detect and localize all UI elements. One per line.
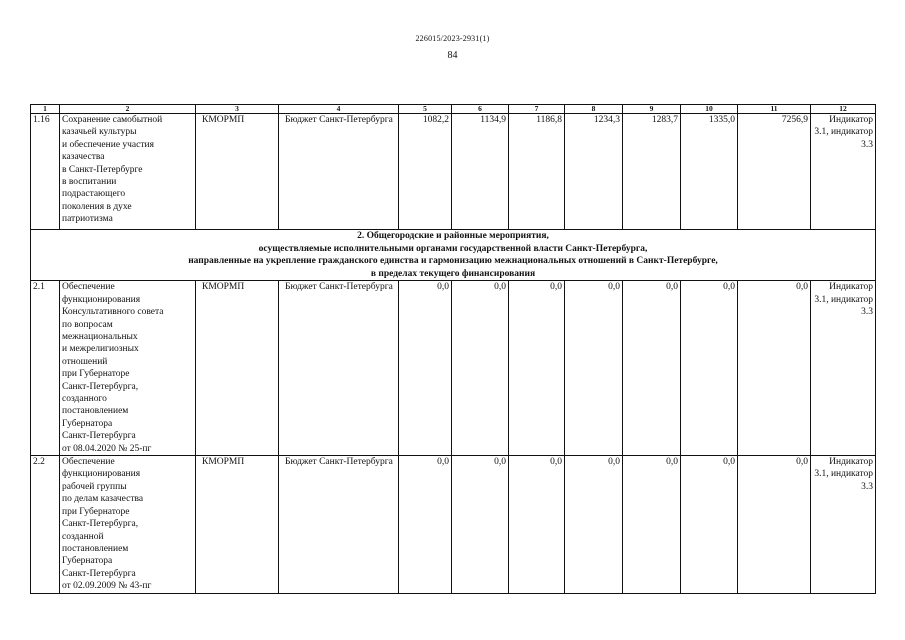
measure-name-line: Санкт-Петербурга, xyxy=(62,381,139,392)
measures-table xyxy=(30,104,876,594)
table-row xyxy=(31,114,876,230)
column-number: 12 xyxy=(811,105,876,114)
column-number: 9 xyxy=(623,105,681,114)
measure-name-line: и межрелигиозных xyxy=(62,344,139,355)
measure-name-line: отношений xyxy=(62,356,108,367)
value-cell: 1186,8 xyxy=(509,114,565,230)
measure-name-line: казачества xyxy=(62,152,105,163)
value-cell: 0,0 xyxy=(509,456,565,594)
value-cell: 0,0 xyxy=(509,281,565,456)
measure-name-line: от 02.09.2009 № 43-пг xyxy=(62,581,152,592)
column-number: 10 xyxy=(681,105,738,114)
section-heading xyxy=(31,230,876,281)
measure-name-line: Сохранение самобытной xyxy=(62,115,163,125)
section-heading-line: осуществляемые исполнительными органами государственной власти Санкт-Петербурга, xyxy=(258,243,648,254)
column-number: 11 xyxy=(738,105,811,114)
measure-name-line: в воспитании xyxy=(62,177,117,188)
indicator: Индикатор 3.1, индикатор 3.3 xyxy=(811,114,876,230)
row-number: 1.16 xyxy=(31,114,60,230)
measure-name-line: по вопросам xyxy=(62,319,113,330)
value-cell: 0,0 xyxy=(399,281,452,456)
section-heading-line: в пределах текущего финансирования xyxy=(370,268,536,279)
measure-name-line: функционирования xyxy=(62,294,141,305)
column-number: 4 xyxy=(279,105,399,114)
value-cell: 0,0 xyxy=(738,456,811,594)
measure-name-line: рабочей группы xyxy=(62,481,127,492)
measure-name-line: созданной xyxy=(62,531,104,542)
column-number-row xyxy=(31,105,876,114)
indicator: Индикатор 3.1, индикатор 3.3 xyxy=(811,456,876,594)
measure-name-line: при Губернаторе xyxy=(62,506,130,517)
executor: КМОРМП xyxy=(196,456,279,594)
measure-name-line: Санкт-Петербурга, xyxy=(62,519,139,530)
row-number: 2.2 xyxy=(31,456,60,594)
column-number: 3 xyxy=(196,105,279,114)
value-cell: 0,0 xyxy=(452,281,509,456)
measure-name-line: Обеспечение xyxy=(62,457,115,468)
column-number: 6 xyxy=(452,105,509,114)
section-heading-line: 2. Общегородские и районные мероприятия, xyxy=(357,231,549,241)
table-row xyxy=(31,456,876,594)
value-cell: 1082,2 xyxy=(399,114,452,230)
executor: КМОРМП xyxy=(196,281,279,456)
value-cell: 0,0 xyxy=(623,456,681,594)
column-number: 2 xyxy=(60,105,196,114)
measure-name-line: постановлением xyxy=(62,406,129,417)
measure-name-line: постановлением xyxy=(62,543,129,554)
measure-name-line: от 08.04.2020 № 25-пг xyxy=(62,443,152,454)
measure-name-line: функционирования xyxy=(62,469,141,480)
value-cell: 0,0 xyxy=(399,456,452,594)
indicator: Индикатор 3.1, индикатор 3.3 xyxy=(811,281,876,456)
measure-name-line: Губернатора xyxy=(62,556,113,567)
funding-source: Бюджет Санкт-Петербурга xyxy=(279,456,399,594)
section-row xyxy=(31,230,876,281)
table-row xyxy=(31,281,876,456)
value-cell: 0,0 xyxy=(623,281,681,456)
column-number: 1 xyxy=(31,105,60,114)
executor: КМОРМП xyxy=(196,114,279,230)
value-cell: 0,0 xyxy=(681,456,738,594)
measure-name-line: Санкт-Петербурга xyxy=(62,568,136,579)
funding-source: Бюджет Санкт-Петербурга xyxy=(279,114,399,230)
column-number: 7 xyxy=(509,105,565,114)
row-number: 2.1 xyxy=(31,281,60,456)
value-cell: 0,0 xyxy=(681,281,738,456)
measure-name-line: созданного xyxy=(62,394,107,405)
measure-name-line: межнациональных xyxy=(62,332,138,342)
value-cell: 0,0 xyxy=(738,281,811,456)
value-cell: 7256,9 xyxy=(738,114,811,230)
measure-name xyxy=(60,281,196,456)
measure-name-line: по делам казачества xyxy=(62,494,144,505)
value-cell: 1335,0 xyxy=(681,114,738,230)
value-cell: 0,0 xyxy=(565,456,623,594)
value-cell: 1283,7 xyxy=(623,114,681,230)
funding-source: Бюджет Санкт-Петербурга xyxy=(279,281,399,456)
measure-name-line: Обеспечение xyxy=(62,282,115,293)
page-number: 84 xyxy=(447,50,458,61)
value-cell: 0,0 xyxy=(452,456,509,594)
measure-name-line: Губернатора xyxy=(62,418,113,429)
measure-name-line: подрастающего xyxy=(62,189,126,200)
measure-name-line: Консультативного совета xyxy=(62,307,164,318)
document-id: 226015/2023-2931(1) xyxy=(415,34,490,43)
column-number: 8 xyxy=(565,105,623,114)
value-cell: 0,0 xyxy=(565,281,623,456)
value-cell: 1234,3 xyxy=(565,114,623,230)
measure-name-line: в Санкт-Петербурге xyxy=(62,164,143,175)
section-heading-line: направленные на укрепление гражданского единства и гармонизацию межнациональных отношений в Санкт-Петербурге, xyxy=(188,256,718,267)
measure-name-line: поколения в духе xyxy=(62,201,132,212)
column-number: 5 xyxy=(399,105,452,114)
measure-name-line: при Губернаторе xyxy=(62,369,130,380)
measure-name-line: патриотизма xyxy=(62,214,113,225)
value-cell: 1134,9 xyxy=(452,114,509,230)
measure-name-line: казачьей культуры xyxy=(62,127,137,138)
measure-name xyxy=(60,114,196,230)
measure-name-line: Санкт-Петербурга xyxy=(62,431,136,442)
measure-name xyxy=(60,456,196,594)
measure-name-line: и обеспечение участия xyxy=(62,139,154,150)
